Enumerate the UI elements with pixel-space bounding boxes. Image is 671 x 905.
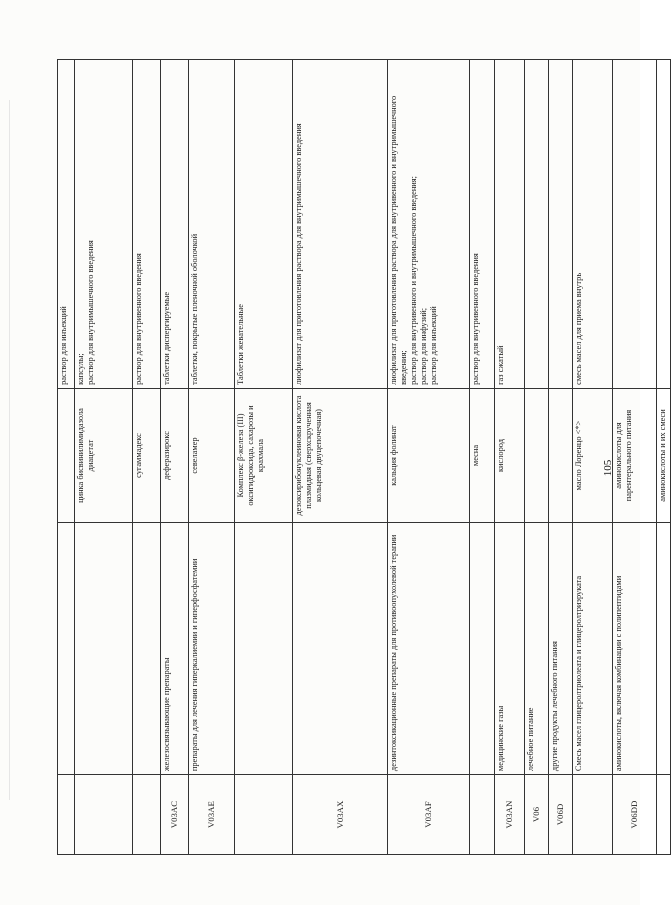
substance-name: дезоксирибонуклеиновая кислота плазмидная (сверхскрученная кольцевая двуцепочечная)	[293, 388, 388, 522]
form-line: раствор для внутривенного введения	[134, 253, 143, 385]
group-name	[657, 523, 671, 775]
form-line: лиофилизат для приготовления раствора для внутримышечного введения	[294, 123, 303, 385]
dosage-forms	[573, 60, 613, 389]
page-number: 105	[602, 459, 614, 477]
atc-code: V06DD	[613, 775, 657, 855]
substance-name: цинка бисвинилимидазола диацетат	[75, 388, 133, 522]
group-name: медицинские газы	[495, 523, 525, 775]
group-name	[470, 523, 495, 775]
form-line: раствор для инфузий;	[419, 307, 429, 385]
form-line: таблетки диспергируемые	[162, 291, 171, 385]
substance-name: сугаммадекс	[133, 388, 161, 522]
group-name: дезинтоксикационные препараты для противоопухолевой терапии	[388, 523, 470, 775]
atc-code	[235, 775, 293, 855]
table-row	[133, 60, 161, 855]
dosage-forms	[495, 60, 525, 389]
top-cell-group	[58, 523, 75, 775]
substance-name: Комплекс β-железа (III) оксигидроксида, сахарозы и крахмала	[235, 388, 293, 522]
table-row	[495, 60, 525, 855]
form-line: таблетки, покрытые пленочной оболочкой	[190, 233, 199, 385]
dosage-forms	[161, 60, 189, 389]
dosage-forms	[293, 60, 388, 389]
group-name: другие продукты лечебного питания	[549, 523, 573, 775]
group-name: аминокислоты, включая комбинации с полипептидами	[613, 523, 657, 775]
dosage-forms	[133, 60, 161, 389]
dosage-forms	[388, 60, 470, 389]
scan-edge	[9, 100, 10, 800]
atc-code: V03AX	[293, 775, 388, 855]
dosage-forms	[189, 60, 235, 389]
atc-code: V03AC	[161, 775, 189, 855]
top-cell-code	[58, 775, 75, 855]
group-name: Смесь масел глицеролтриолеата и глицеролтриэруката	[573, 523, 613, 775]
table-row	[657, 60, 671, 855]
substance-name: аминокислоты для парентерального питания	[613, 388, 657, 522]
form-line: Таблетки жевательные	[236, 304, 245, 385]
dosage-forms	[235, 60, 293, 389]
top-cell-substance	[58, 388, 75, 522]
group-name	[133, 523, 161, 775]
form-line: раствор для внутримышечного введения	[86, 240, 96, 385]
substance-name: кислород	[495, 388, 525, 522]
atc-code	[657, 775, 671, 855]
group-name: железосвязывающие препараты	[161, 523, 189, 775]
form-line: раствор для внутривенного и внутримышечного введения;	[409, 176, 419, 385]
table-row	[235, 60, 293, 855]
table-row	[613, 60, 657, 855]
drug-table	[57, 59, 671, 855]
substance-name: кальция фолинат	[388, 388, 470, 522]
form-line: раствор для инъекций	[429, 306, 439, 385]
atc-code: V03AF	[388, 775, 470, 855]
dosage-forms	[657, 60, 671, 389]
group-name: лечебное питание	[525, 523, 549, 775]
atc-code	[75, 775, 133, 855]
substance-name	[549, 388, 573, 522]
atc-code: V03AE	[189, 775, 235, 855]
table-row	[189, 60, 235, 855]
form-line: лиофилизат для приготовления раствора для внутривенного и внутримышечного введения;	[389, 95, 409, 385]
atc-code: V06D	[549, 775, 573, 855]
form-line: раствор для инъекций	[59, 306, 68, 385]
dosage-forms	[75, 60, 133, 389]
dosage-forms	[525, 60, 549, 389]
dosage-forms	[613, 60, 657, 389]
table-row-top	[58, 60, 75, 855]
group-name: препараты для лечения гиперкалиемии и гиперфосфатемии	[189, 523, 235, 775]
substance-name: аминокислоты и их смеси	[657, 388, 671, 522]
substance-name	[525, 388, 549, 522]
atc-code	[470, 775, 495, 855]
table-row	[388, 60, 470, 855]
substance-name: масло Лоренцо <*>	[573, 388, 613, 522]
dosage-forms	[470, 60, 495, 389]
table-row	[470, 60, 495, 855]
table-row	[549, 60, 573, 855]
top-cell-forms	[58, 60, 75, 389]
table-row	[75, 60, 133, 855]
group-name	[75, 523, 133, 775]
substance-name: севеламер	[189, 388, 235, 522]
substance-name: месна	[470, 388, 495, 522]
table-row	[293, 60, 388, 855]
group-name	[235, 523, 293, 775]
table-row	[525, 60, 549, 855]
form-line: газ сжатый	[496, 345, 505, 385]
form-line: раствор для внутривенного введения	[471, 253, 480, 385]
group-name	[293, 523, 388, 775]
atc-code: V03AN	[495, 775, 525, 855]
atc-code	[573, 775, 613, 855]
substance-name: деферазирокс	[161, 388, 189, 522]
atc-code: V06	[525, 775, 549, 855]
table-row	[161, 60, 189, 855]
form-line: смесь масел для приема внутрь	[574, 272, 583, 385]
form-line: капсулы;	[76, 353, 85, 385]
dosage-forms	[549, 60, 573, 389]
atc-code	[133, 775, 161, 855]
